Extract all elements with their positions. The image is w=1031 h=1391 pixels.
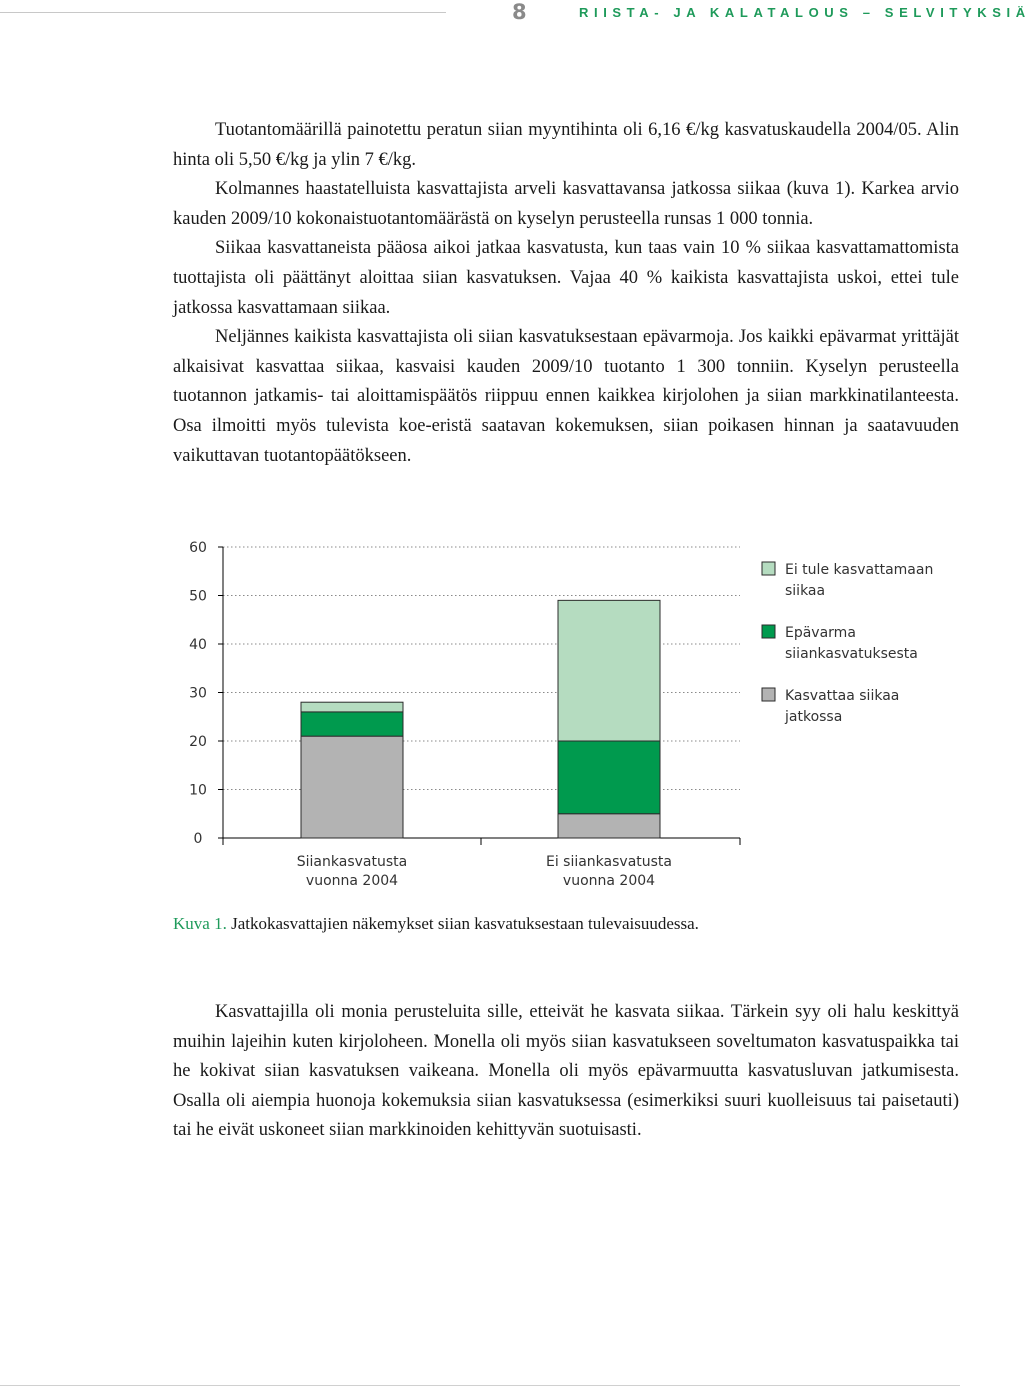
stacked-bar-chart: [0, 520, 960, 900]
legend-label: jatkossa: [785, 709, 843, 725]
y-tick-label: 20: [189, 734, 207, 750]
legend-label: Epävarma: [785, 625, 856, 641]
bar-segment: [301, 702, 403, 712]
legend-label: siikaa: [785, 583, 826, 599]
paragraph: Siikaa kasvattaneista pääosa aikoi jatkaa kasvatusta, kun taas vain 10 % siikaa kasvattamattomista tuottajista oli päättänyt aloittaa siian kasvatuksen. Vajaa 40 % kaikista kasvattajista uskoi, ettei tule jatkossa kasvattamaan siikaa.: [173, 238, 959, 318]
bar-segment: [558, 814, 660, 838]
running-head: RIISTA- JA KALATALOUS – SELVITYKSIÄ: [579, 5, 1031, 20]
body-text-top: [173, 116, 959, 471]
y-tick-label: 60: [189, 540, 207, 556]
bar-segment: [558, 741, 660, 814]
bar-segment: [558, 600, 660, 741]
page-number: 8: [512, 0, 527, 24]
paragraph: Tuotantomäärillä painotettu peratun siian myyntihinta oli 6,16 €/kg kasvatuskaudella 2004/05. Alin hinta oli 5,50 €/kg ja ylin 7 €/kg.: [173, 120, 959, 170]
body-text-bottom: [173, 998, 959, 1146]
paragraph: Kolmannes haastatelluista kasvattajista arveli kasvattavansa jatkossa siikaa (kuva 1). Karkea arvio kauden 2009/10 kokonaistuotantomäärästä on kyselyn perusteella runsas 1 000 tonnia.: [173, 179, 959, 229]
paragraph: Neljännes kaikista kasvattajista oli siian kasvatuksestaan epävarmoja. Jos kaikki epävarmat yrittäjät alkaisivat kasvattaa siikaa, kasvaisi kauden 2009/10 tuotanto 1 300 tonniin. Kyselyn perusteella tuotannon jatkamis- tai aloittamispäätös riippuu ennen kaikkea kirjolohen ja siian markkinatilanteesta. Osa ilmoitti myös tulevista koe-eristä saatavan kokemuksen, siian poikasen hinnan ja saatavuuden vaikuttavan tuotantopäätökseen.: [173, 327, 959, 466]
caption-text: Jatkokasvattajien näkemykset siian kasvatuksestaan tulevaisuudessa.: [231, 914, 699, 933]
legend-label: siiankasvatuksesta: [785, 646, 918, 662]
x-tick-label: Ei siiankasvatusta: [545, 854, 673, 870]
y-tick-label: 30: [189, 685, 207, 702]
header-rule: [0, 12, 446, 13]
x-tick-label: Siiankasvatusta: [296, 854, 408, 870]
legend-swatch: [762, 625, 775, 638]
y-tick-label: 0: [193, 831, 203, 847]
legend-swatch: [762, 562, 775, 575]
caption-lead: Kuva 1.: [173, 914, 227, 933]
bar-segment: [301, 712, 403, 736]
bar-segment: [301, 736, 403, 838]
y-tick-label: 40: [189, 637, 207, 653]
x-tick-label: vuonna 2004: [562, 873, 656, 889]
y-tick-label: 50: [189, 588, 207, 605]
y-tick-label: 10: [189, 782, 207, 799]
figure-caption: [173, 914, 699, 934]
bottom-rule: [0, 1385, 960, 1386]
legend-label: Ei tule kasvattamaan: [785, 562, 934, 578]
legend-label: Kasvattaa siikaa: [785, 688, 900, 704]
paragraph: Kasvattajilla oli monia perusteluita sille, etteivät he kasvata siikaa. Tärkein syy oli halu keskittyä muihin lajeihin kuten kirjoloheen. Monella oli myös siian kasvatukseen soveltumaton kasvatuspaikka tai he kokivat siian kasvatuksen vaikeana. Monella oli myös epävarmuutta kasvatusluvan jatkumisesta. Osalla oli aiempia huonoja kokemuksia siian kasvatuksessa (esimerkiksi suuri kuolleisuus tai paisetauti) tai he eivät uskoneet siian markkinoiden kehittyvän suotuisasti.: [173, 1002, 959, 1141]
x-tick-label: vuonna 2004: [305, 873, 399, 889]
legend-swatch: [762, 688, 775, 701]
